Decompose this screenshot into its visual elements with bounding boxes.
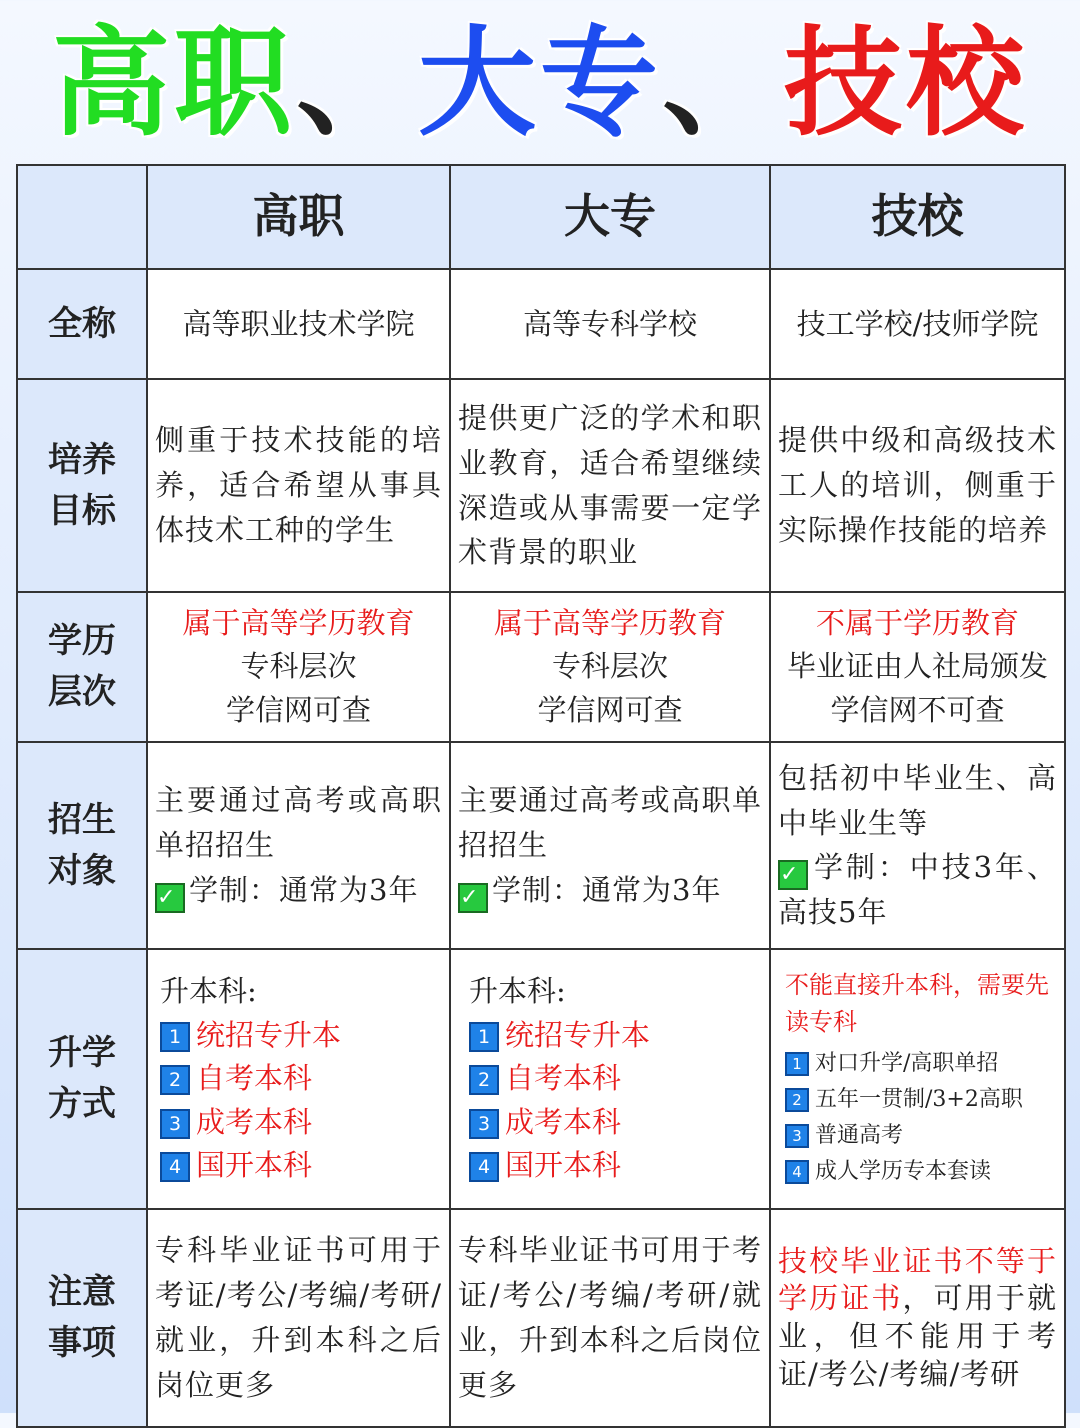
check-icon: ✓ (778, 860, 808, 890)
upgrade-heading: 升本科: (160, 974, 257, 1009)
cell-upgrade-gaozhi (147, 949, 450, 1209)
list-item: 4 国开本科 (160, 1144, 442, 1188)
list-item: 3 普通高考 (785, 1118, 1057, 1154)
cell-notes-jixiao (770, 1209, 1065, 1427)
upgrade-heading: 不能直接升本科，需要先读专科 (785, 971, 1049, 1037)
comparison-table (16, 164, 1066, 1428)
number-3-icon: 3 (160, 1109, 190, 1139)
row-label-enroll: 招生 对象 (17, 742, 147, 949)
level-tier: 专科层次 (551, 649, 668, 684)
row-enroll (17, 742, 1065, 949)
list-item: 4 国开本科 (469, 1144, 762, 1188)
cell-enroll-gaozhi (147, 742, 450, 949)
header-jixiao: 技校 (770, 165, 1065, 269)
list-item: 3 成考本科 (160, 1101, 442, 1145)
check-icon: ✓ (155, 883, 185, 913)
number-1-icon: 1 (469, 1022, 499, 1052)
page-title (0, 14, 1080, 152)
number-1-icon: 1 (160, 1022, 190, 1052)
title-part-jixiao: 技校 (784, 14, 1029, 152)
enroll-text: 主要通过高考或高职单招招生 (155, 783, 442, 862)
list-item: 1 统招专升本 (469, 1014, 762, 1058)
cell-notes-dazhuan: 专科毕业证书可用于考证/考公/考编/考研/就业，升到本科之后岗位更多 (450, 1209, 770, 1427)
list-item: 1 统招专升本 (160, 1014, 442, 1058)
number-4-icon: 4 (160, 1152, 190, 1182)
level-status: 不属于学历教育 (815, 605, 1019, 640)
row-label-goal: 培养 目标 (17, 379, 147, 592)
header-corner-cell (17, 165, 147, 269)
row-goal (17, 379, 1065, 592)
row-notes (17, 1209, 1065, 1427)
cell-level-dazhuan (450, 592, 770, 742)
number-2-icon: 2 (160, 1065, 190, 1095)
cell-goal-jixiao: 提供中级和高级技术工人的培训，侧重于实际操作技能的培养 (770, 379, 1065, 592)
title-part-dazhuan: 大专 (417, 14, 662, 152)
list-item: 2 自考本科 (469, 1057, 762, 1101)
row-label-level: 学历 层次 (17, 592, 147, 742)
row-label-notes: 注意 事项 (17, 1209, 147, 1427)
row-level (17, 592, 1065, 742)
list-item: 3 成考本科 (469, 1101, 762, 1145)
level-tier: 专科层次 (240, 649, 357, 684)
list-item: 1 对口升学/高职单招 (785, 1046, 1057, 1082)
number-4-icon: 4 (785, 1160, 809, 1184)
title-separator: 、 (662, 14, 785, 152)
cell-notes-gaozhi: 专科毕业证书可用于考证/考公/考编/考研/就业，升到本科之后岗位更多 (147, 1209, 450, 1427)
enroll-note: ✓ 学制：通常为3年 (458, 868, 762, 913)
row-label-upgrade: 升学 方式 (17, 949, 147, 1209)
number-1-icon: 1 (785, 1052, 809, 1076)
level-verify: 学信网可查 (537, 692, 683, 727)
table-header-row (17, 165, 1065, 269)
notes-rest: ，可用于就业，但不能用于考证/考公/考编/考研 (778, 1281, 1057, 1391)
cell-fullname-dazhuan: 高等专科学校 (450, 269, 770, 379)
check-icon: ✓ (458, 883, 488, 913)
list-item: 2 自考本科 (160, 1057, 442, 1101)
cell-fullname-jixiao: 技工学校/技师学院 (770, 269, 1065, 379)
list-item: 2 五年一贯制/3+2高职 (785, 1082, 1057, 1118)
level-tier: 毕业证由人社局颁发 (786, 649, 1048, 684)
list-item: 4 成人学历专本套读 (785, 1154, 1057, 1190)
number-2-icon: 2 (469, 1065, 499, 1095)
enroll-note: ✓ 学制：中技3年、高技5年 (778, 850, 1057, 930)
cell-enroll-dazhuan (450, 742, 770, 949)
cell-level-jixiao (770, 592, 1065, 742)
cell-goal-dazhuan: 提供更广泛的学术和职业教育，适合希望继续深造或从事需要一定学术背景的职业 (450, 379, 770, 592)
number-3-icon: 3 (785, 1124, 809, 1148)
enroll-note: ✓ 学制：通常为3年 (155, 868, 442, 913)
cell-upgrade-jixiao (770, 949, 1065, 1209)
notes-warning: 技校毕业证书不等于学历证书 (778, 1243, 1057, 1316)
row-fullname (17, 269, 1065, 379)
number-4-icon: 4 (469, 1152, 499, 1182)
enroll-text: 包括初中毕业生、高中毕业生等 (778, 760, 1057, 840)
upgrade-heading: 升本科: (469, 974, 566, 1009)
cell-level-gaozhi (147, 592, 450, 742)
row-upgrade (17, 949, 1065, 1209)
level-status: 属于高等学历教育 (182, 605, 415, 640)
level-status: 属于高等学历教育 (493, 605, 726, 640)
cell-upgrade-dazhuan (450, 949, 770, 1209)
row-label-fullname: 全称 (17, 269, 147, 379)
number-3-icon: 3 (469, 1109, 499, 1139)
level-verify: 学信网可查 (225, 692, 371, 727)
title-part-gaozhi: 高职 (51, 14, 296, 152)
enroll-text: 主要通过高考或高职单招招生 (458, 783, 762, 862)
title-separator: 、 (295, 14, 418, 152)
header-gaozhi: 高职 (147, 165, 450, 269)
cell-goal-gaozhi: 侧重于技术技能的培养，适合希望从事具体技术工种的学生 (147, 379, 450, 592)
level-verify: 学信网不可查 (830, 692, 1005, 727)
header-dazhuan: 大专 (450, 165, 770, 269)
number-2-icon: 2 (785, 1088, 809, 1112)
cell-fullname-gaozhi: 高等职业技术学院 (147, 269, 450, 379)
cell-enroll-jixiao (770, 742, 1065, 949)
